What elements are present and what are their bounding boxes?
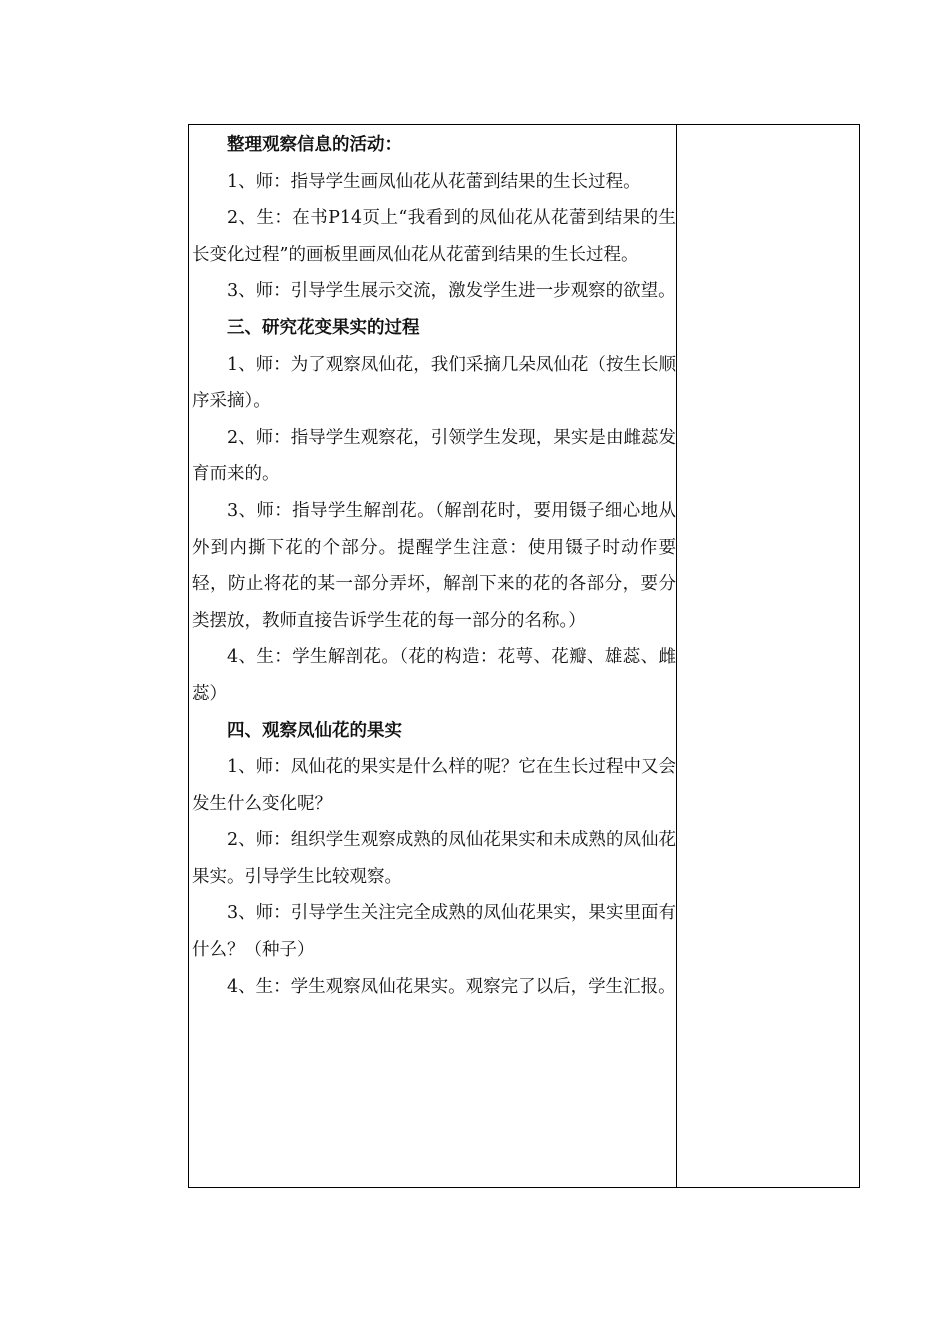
paragraph: 3、师：指导学生解剖花。（解剖花时，要用镊子细心地从外到内撕下花的个部分。提醒学生注意：使用镊子时动作要轻，防止将花的某一部分弄坏，解剖下来的花的各部分，要分类摆放，教师直接告诉学生花的每一部分的名称。） [192, 500, 676, 631]
paragraph: 1、师：为了观察凤仙花，我们采摘几朵凤仙花（按生长顺序采摘）。 [192, 354, 676, 412]
notes-cell [677, 125, 859, 1187]
paragraph: 3、师：引导学生关注完全成熟的凤仙花果实，果实里面有什么？（种子） [192, 903, 676, 961]
paragraph: 1、师：指导学生画凤仙花从花蕾到结果的生长过程。 [227, 171, 641, 192]
paragraph: 2、生：在书P14页上“我看到的凤仙花从花蕾到结果的生长变化过程”的画板里画凤仙花从花蕾到结果的生长过程。 [192, 208, 676, 265]
section-heading-flower-to-fruit: 三、研究花变果实的过程 [227, 317, 420, 338]
lesson-content-cell [189, 125, 677, 1187]
section-heading-observe-fruit: 四、观察凤仙花的果实 [227, 720, 402, 741]
paragraph: 4、生：学生观察凤仙花果实。观察完了以后，学生汇报。 [227, 976, 676, 997]
paragraph-heading-organize: 整理观察信息的活动： [227, 135, 402, 155]
lesson-table [188, 124, 860, 1188]
paragraph: 2、师：指导学生观察花，引领学生发现，果实是由雌蕊发育而来的。 [192, 427, 676, 485]
paragraph: 3、师：引导学生展示交流，激发学生进一步观察的欲望。 [227, 281, 676, 302]
paragraph: 2、师：组织学生观察成熟的凤仙花果实和未成熟的凤仙花果实。引导学生比较观察。 [192, 830, 676, 887]
paragraph: 4、生：学生解剖花。（花的构造：花萼、花瓣、雄蕊、雌蕊） [192, 647, 676, 704]
paragraph: 1、师：凤仙花的果实是什么样的呢？它在生长过程中又会发生什么变化呢？ [192, 757, 676, 814]
